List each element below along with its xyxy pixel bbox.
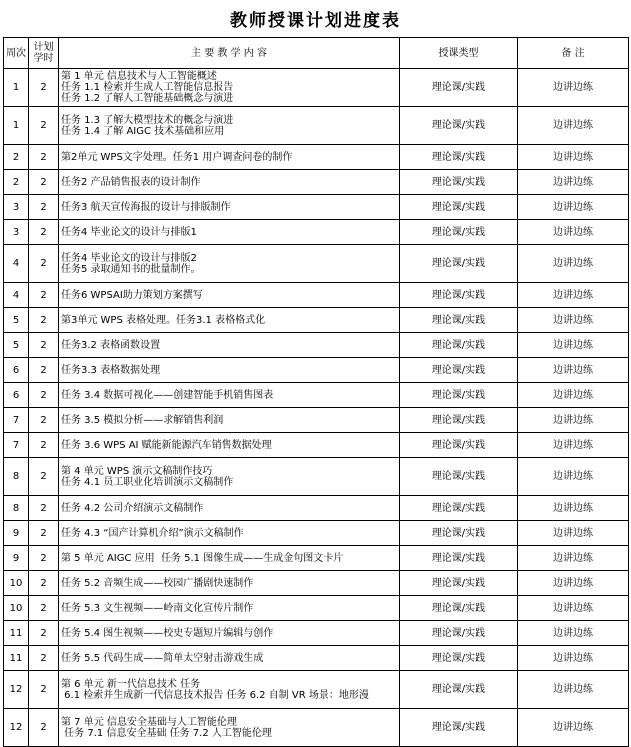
cell-content: 第3单元 WPS 表格处理。任务3.1 表格格式化 xyxy=(59,308,400,333)
table-row xyxy=(4,107,629,145)
cell-week: 2 xyxy=(4,170,29,195)
cell-note: 边讲边练 xyxy=(518,458,629,496)
cell-content: 第 4 单元 WPS 演示文稿制作技巧 任务 4.1 员工职业化培训演示文稿制作 xyxy=(59,458,400,496)
cell-hours: 2 xyxy=(29,383,59,408)
cell-content: 任务3.2 表格函数设置 xyxy=(59,333,400,358)
table-row xyxy=(4,220,629,245)
cell-content: 第 5 单元 AIGC 应用 任务 5.1 图像生成——生成金句图文卡片 xyxy=(59,546,400,571)
table-row xyxy=(4,245,629,283)
cell-hours: 2 xyxy=(29,358,59,383)
page-title: 教师授课计划进度表 xyxy=(230,11,401,31)
cell-hours: 2 xyxy=(29,521,59,546)
cell-week: 9 xyxy=(4,521,29,546)
cell-content: 任务4 毕业论文的设计与排版2 任务5 录取通知书的批量制作。 xyxy=(59,245,400,283)
cell-hours: 2 xyxy=(29,69,59,107)
cell-type: 理论课/实践 xyxy=(400,107,518,145)
cell-type: 理论课/实践 xyxy=(400,195,518,220)
cell-week: 8 xyxy=(4,458,29,496)
cell-type: 理论课/实践 xyxy=(400,145,518,170)
cell-week: 7 xyxy=(4,408,29,433)
cell-type: 理论课/实践 xyxy=(400,621,518,646)
cell-hours: 2 xyxy=(29,308,59,333)
cell-content: 任务2 产品销售报表的设计制作 xyxy=(59,170,400,195)
cell-content: 任务6 WPSAI助力策划方案撰写 xyxy=(59,283,400,308)
cell-content: 任务 4.3 “国产计算机介绍”演示文稿制作 xyxy=(59,521,400,546)
cell-hours: 2 xyxy=(29,245,59,283)
cell-type: 理论课/实践 xyxy=(400,571,518,596)
cell-week: 9 xyxy=(4,546,29,571)
cell-type: 理论课/实践 xyxy=(400,709,518,747)
table-row xyxy=(4,571,629,596)
cell-week: 10 xyxy=(4,596,29,621)
table-row xyxy=(4,496,629,521)
header-hours: 计划 学时 xyxy=(29,38,59,69)
table-row xyxy=(4,709,629,747)
table-row xyxy=(4,521,629,546)
cell-type: 理论课/实践 xyxy=(400,521,518,546)
cell-type: 理论课/实践 xyxy=(400,308,518,333)
header-note: 备 注 xyxy=(518,38,629,69)
table-row xyxy=(4,546,629,571)
table-row xyxy=(4,333,629,358)
cell-type: 理论课/实践 xyxy=(400,245,518,283)
cell-hours: 2 xyxy=(29,107,59,145)
cell-content: 任务 3.6 WPS AI 赋能新能源汽车销售数据处理 xyxy=(59,433,400,458)
cell-hours: 2 xyxy=(29,596,59,621)
table-row xyxy=(4,408,629,433)
cell-content: 第 6 单元 新一代信息技术 任务 6.1 检索并生成新一代信息技术报告 任务 6.2 自制 VR 场景：地形漫 xyxy=(59,671,400,709)
cell-type: 理论课/实践 xyxy=(400,333,518,358)
table-row xyxy=(4,621,629,646)
cell-content: 第2单元 WPS文字处理。任务1 用户调查问卷的制作 xyxy=(59,145,400,170)
cell-week: 11 xyxy=(4,621,29,646)
cell-type: 理论课/实践 xyxy=(400,408,518,433)
cell-note: 边讲边练 xyxy=(518,671,629,709)
table-row xyxy=(4,646,629,671)
cell-note: 边讲边练 xyxy=(518,408,629,433)
cell-week: 7 xyxy=(4,433,29,458)
table-row xyxy=(4,145,629,170)
cell-hours: 2 xyxy=(29,195,59,220)
cell-hours: 2 xyxy=(29,458,59,496)
cell-type: 理论课/实践 xyxy=(400,69,518,107)
cell-hours: 2 xyxy=(29,496,59,521)
cell-content: 任务 1.3 了解大模型技术的概念与演进 任务 1.4 了解 AIGC 技术基础和应用 xyxy=(59,107,400,145)
cell-week: 1 xyxy=(4,69,29,107)
cell-content: 任务 5.4 图生视频——校史专题短片编辑与创作 xyxy=(59,621,400,646)
cell-type: 理论课/实践 xyxy=(400,671,518,709)
table-row xyxy=(4,283,629,308)
cell-content: 任务 5.2 音频生成——校园广播剧快速制作 xyxy=(59,571,400,596)
cell-week: 10 xyxy=(4,571,29,596)
cell-week: 6 xyxy=(4,358,29,383)
header-week: 周次 xyxy=(4,38,29,69)
cell-note: 边讲边练 xyxy=(518,107,629,145)
table-row xyxy=(4,383,629,408)
cell-hours: 2 xyxy=(29,546,59,571)
cell-week: 1 xyxy=(4,107,29,145)
cell-hours: 2 xyxy=(29,283,59,308)
cell-note: 边讲边练 xyxy=(518,358,629,383)
cell-week: 4 xyxy=(4,283,29,308)
table-row xyxy=(4,358,629,383)
cell-type: 理论课/实践 xyxy=(400,170,518,195)
header-row xyxy=(4,38,629,69)
cell-hours: 2 xyxy=(29,170,59,195)
cell-note: 边讲边练 xyxy=(518,646,629,671)
cell-type: 理论课/实践 xyxy=(400,358,518,383)
cell-week: 3 xyxy=(4,220,29,245)
cell-week: 5 xyxy=(4,333,29,358)
table-row xyxy=(4,671,629,709)
cell-content: 第 7 单元 信息安全基础与人工智能伦理 任务 7.1 信息安全基础 任务 7.2 人工智能伦理 xyxy=(59,709,400,747)
table-row xyxy=(4,170,629,195)
cell-note: 边讲边练 xyxy=(518,521,629,546)
cell-content: 任务4 毕业论文的设计与排版1 xyxy=(59,220,400,245)
schedule-table xyxy=(3,37,629,747)
cell-note: 边讲边练 xyxy=(518,170,629,195)
table-row xyxy=(4,596,629,621)
cell-type: 理论课/实践 xyxy=(400,433,518,458)
cell-type: 理论课/实践 xyxy=(400,596,518,621)
table-row xyxy=(4,69,629,107)
cell-note: 边讲边练 xyxy=(518,333,629,358)
cell-week: 6 xyxy=(4,383,29,408)
cell-week: 5 xyxy=(4,308,29,333)
cell-content: 第 1 单元 信息技术与人工智能概述 任务 1.1 检索并生成人工智能信息报告 任务 1.2 了解人工智能基础概念与演进 xyxy=(59,69,400,107)
cell-week: 2 xyxy=(4,145,29,170)
cell-type: 理论课/实践 xyxy=(400,458,518,496)
cell-hours: 2 xyxy=(29,220,59,245)
cell-type: 理论课/实践 xyxy=(400,496,518,521)
cell-week: 12 xyxy=(4,709,29,747)
cell-hours: 2 xyxy=(29,646,59,671)
cell-hours: 2 xyxy=(29,571,59,596)
cell-note: 边讲边练 xyxy=(518,433,629,458)
table-row xyxy=(4,308,629,333)
cell-content: 任务 5.5 代码生成——简单太空射击游戏生成 xyxy=(59,646,400,671)
cell-hours: 2 xyxy=(29,333,59,358)
cell-note: 边讲边练 xyxy=(518,546,629,571)
cell-note: 边讲边练 xyxy=(518,69,629,107)
cell-week: 12 xyxy=(4,671,29,709)
header-content: 主 要 教 学 内 容 xyxy=(59,38,400,69)
cell-note: 边讲边练 xyxy=(518,283,629,308)
cell-hours: 2 xyxy=(29,145,59,170)
cell-content: 任务 3.4 数据可视化——创建智能手机销售图表 xyxy=(59,383,400,408)
cell-content: 任务3 航天宣传海报的设计与排版制作 xyxy=(59,195,400,220)
cell-note: 边讲边练 xyxy=(518,220,629,245)
table-row xyxy=(4,195,629,220)
cell-content: 任务 3.5 模拟分析——求解销售利润 xyxy=(59,408,400,433)
cell-type: 理论课/实践 xyxy=(400,220,518,245)
cell-week: 3 xyxy=(4,195,29,220)
cell-content: 任务 5.3 文生视频——岭南文化宣传片制作 xyxy=(59,596,400,621)
cell-note: 边讲边练 xyxy=(518,308,629,333)
cell-hours: 2 xyxy=(29,408,59,433)
cell-hours: 2 xyxy=(29,621,59,646)
table-row xyxy=(4,433,629,458)
cell-note: 边讲边练 xyxy=(518,709,629,747)
cell-note: 边讲边练 xyxy=(518,383,629,408)
cell-week: 11 xyxy=(4,646,29,671)
cell-content: 任务3.3 表格数据处理 xyxy=(59,358,400,383)
cell-hours: 2 xyxy=(29,433,59,458)
cell-note: 边讲边练 xyxy=(518,245,629,283)
cell-note: 边讲边练 xyxy=(518,596,629,621)
cell-note: 边讲边练 xyxy=(518,621,629,646)
cell-type: 理论课/实践 xyxy=(400,646,518,671)
cell-week: 4 xyxy=(4,245,29,283)
cell-week: 8 xyxy=(4,496,29,521)
cell-note: 边讲边练 xyxy=(518,195,629,220)
cell-note: 边讲边练 xyxy=(518,496,629,521)
cell-type: 理论课/实践 xyxy=(400,546,518,571)
table-row xyxy=(4,458,629,496)
header-type: 授课类型 xyxy=(400,38,518,69)
cell-note: 边讲边练 xyxy=(518,571,629,596)
cell-note: 边讲边练 xyxy=(518,145,629,170)
table-body xyxy=(4,69,629,747)
cell-hours: 2 xyxy=(29,709,59,747)
cell-type: 理论课/实践 xyxy=(400,283,518,308)
cell-hours: 2 xyxy=(29,671,59,709)
cell-content: 任务 4.2 公司介绍演示文稿制作 xyxy=(59,496,400,521)
cell-type: 理论课/实践 xyxy=(400,383,518,408)
